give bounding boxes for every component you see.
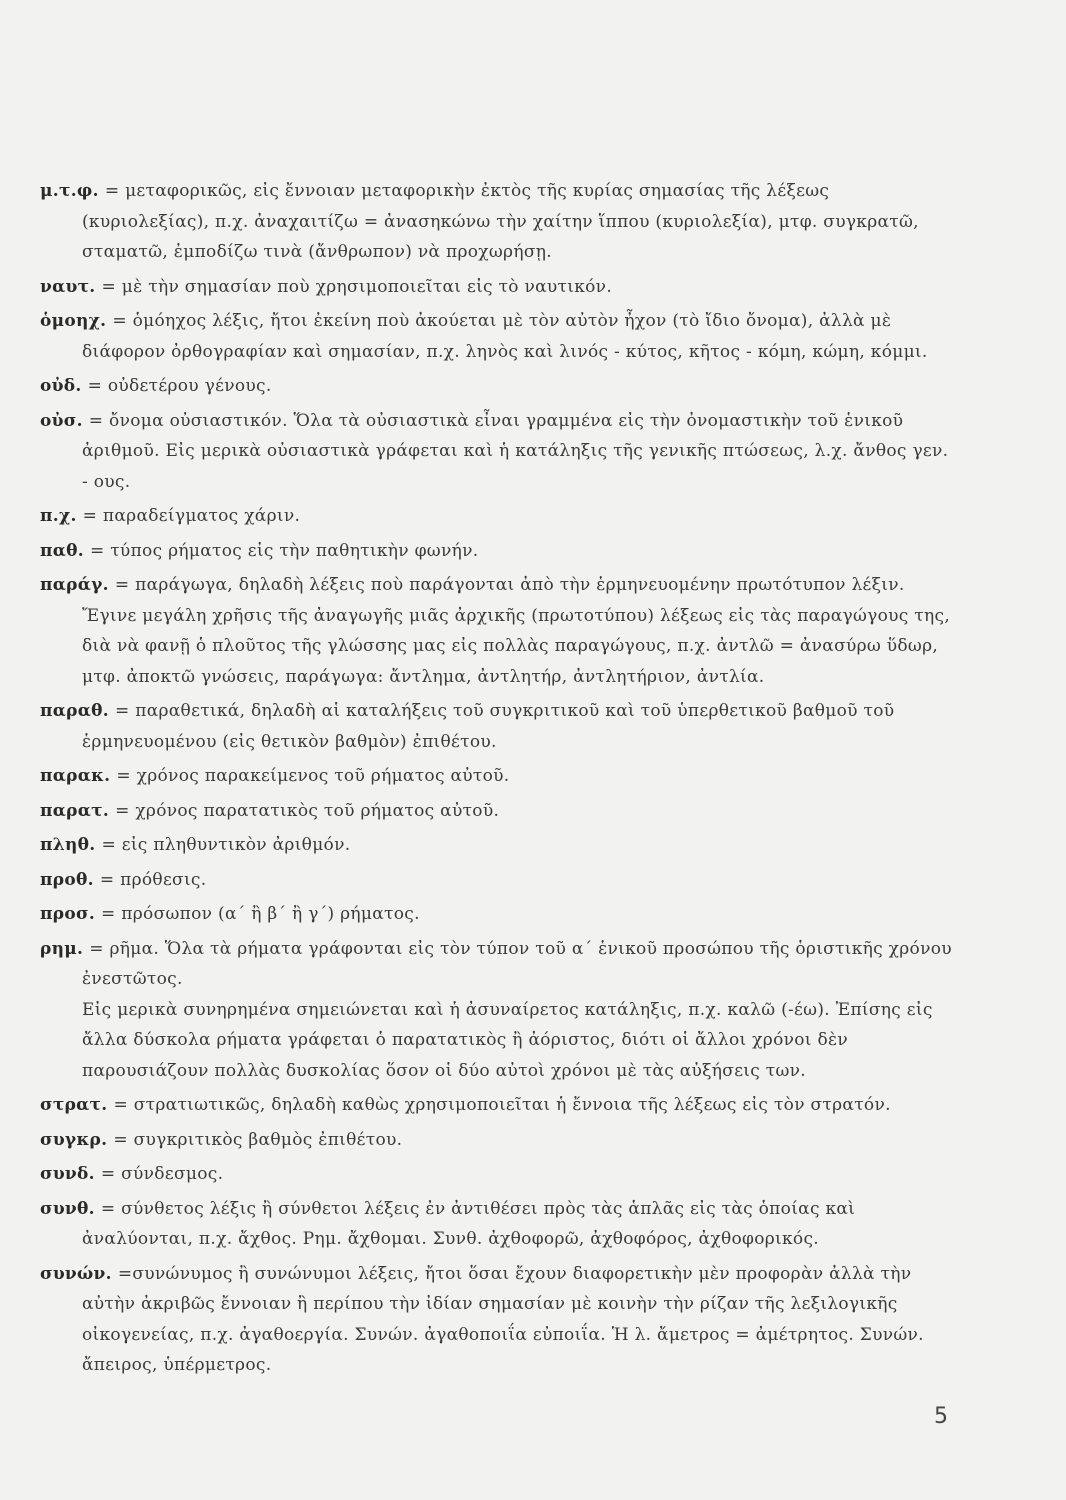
entry-abbr: οὐδ. [40,376,82,396]
entry-metafora [40,176,955,268]
entry-abbr: συνών. [40,1263,112,1284]
entry-text: = οὐδετέρου γένους. [87,376,272,396]
entry-text: = ρῆμα. Ὅλα τὰ ρήματα γράφονται εἰς τὸν τύπον τοῦ α΄ ἑνικοῦ προσώπου τῆς ὁριστικῆς χρόνου ἐνεστῶτος. [82,938,952,989]
entry-example [40,501,955,532]
entry-text: = συγκριτικὸς βαθμὸς ἐπιθέτου. [113,1129,403,1150]
entry-conjunction [40,1159,955,1190]
entry-abbr: στρατ. [40,1095,108,1115]
entry-synonym [40,1259,955,1381]
entry-comparative [40,1125,955,1156]
entry-text: = σύνθετος λέξις ἢ σύνθετοι λέξεις ἐν ἀντιθέσει πρὸς τὰς ἁπλᾶς εἰς τὰς ὁποίας καὶ ἀναλύονται, π.χ. ἄχθος. Ρημ. ἄχθομαι. Συνθ. ἀχθοφορῶ, ἀχθοφόρος, ἀχθοφορικός. [82,1198,856,1249]
entry-text: = παράγωγα, δηλαδὴ λέξεις ποὺ παράγονται ἀπὸ τὴν ἑρμηνευομένην πρωτότυπον λέξιν. Ἔγινε μεγάλη χρῆσις τῆς ἀναγωγῆς μιᾶς ἀρχικῆς (πρωτοτύπου) λέξεως εἰς τὰς παραγώγους της, διὰ νὰ φανῇ ὁ πλοῦτος τῆς γλώσσης μας εἰς πολλὰς παραγώγους, π.χ. ἀντλῶ = ἀνασύρω ὕδωρ, μτφ. ἀποκτῶ γνώσεις, παράγωγα: ἄντλημα, ἀντλητήρ, ἀντλητήριον, ἀντλία. [82,575,951,687]
entry-abbr: συγκρ. [40,1129,108,1150]
entry-abbr: μ.τ.φ. [40,181,99,201]
entry-text: = στρατιωτικῶς, δηλαδὴ καθὼς χρησιμοποιεῖται ἡ ἔννοια τῆς λέξεως εἰς τὸν στρατόν. [113,1095,891,1115]
entry-imperfect [40,796,955,827]
entry-text: =συνώνυμος ἢ συνώνυμοι λέξεις, ἤτοι ὅσαι ἔχουν διαφορετικὴν μὲν προφορὰν ἀλλὰ τὴν αὐτὴν ἀκριβῶς ἔννοιαν ἢ περίπου τὴν ἰδίαν σημασίαν μὲ κοινὴν τὴν ρίζαν τῆς λεξιλογικῆς οἰκογενείας, π.χ. ἀγαθοεργία. Συνών. ἀγαθοποιΐα εὐποιΐα. Ἡ λ. ἄμετρος = ἀμέτρητος. Συνών. ἄπειρος, ὑπέρμετρος. [82,1263,924,1375]
entry-noun [40,406,955,498]
entry-abbr: ρημ. [40,938,84,959]
entry-nautical [40,272,955,303]
entry-text: = μὲ τὴν σημασίαν ποὺ χρησιμοποιεῖται εἰς τὸ ναυτικόν. [101,276,613,297]
entry-verb [40,934,955,1087]
entry-military [40,1090,955,1121]
entry-text: = πρόθεσις. [99,869,207,890]
entry-preposition [40,865,955,896]
entry-abbr: ναυτ. [40,276,96,297]
entry-text: = χρόνος παρατατικὸς τοῦ ρήματος αὐτοῦ. [115,800,500,821]
entry-abbr: πληθ. [40,835,96,855]
entry-perfect [40,761,955,792]
entry-text: = παραθετικά, δηλαδὴ αἱ καταλήξεις τοῦ συγκριτικοῦ καὶ τοῦ ὑπερθετικοῦ βαθμοῦ τοῦ ἑρμηνευομένου (εἰς θετικὸν βαθμὸν) ἐπιθέτου. [82,701,895,752]
entry-abbr: παραθ. [40,701,109,721]
page-number: 5 [934,1404,948,1429]
entry-compound [40,1194,955,1255]
entry-text: = χρόνος παρακείμενος τοῦ ρήματος αὐτοῦ. [116,766,510,786]
entry-text: = μεταφορικῶς, εἰς ἔννοιαν μεταφορικὴν ἐκτὸς τῆς κυρίας σημασίας τῆς λέξεως (κυριολεξίας), π.χ. ἀναχαιτίζω = ἀνασηκώνω τὴν χαίτην ἵππου (κυριολεξία), μτφ. συγκρατῶ, σταματῶ, ἐμποδίζω τινὰ (ἄνθρωπον) νὰ προχωρήσῃ. [82,181,919,262]
entry-abbr: προθ. [40,869,94,890]
entry-abbr: οὐσ. [40,410,83,431]
entry-abbr: προσ. [40,904,96,924]
entry-abbr: π.χ. [40,506,77,526]
entry-abbr: παράγ. [40,575,109,595]
entry-person [40,899,955,930]
entry-abbr: ὁμοηχ. [40,311,107,331]
entry-passive [40,536,955,567]
entry-abbr: παρακ. [40,766,111,786]
entry-degrees [40,696,955,757]
entry-text: = ὁμόηχος λέξις, ἤτοι ἐκείνη ποὺ ἀκούεται μὲ τὸν αὐτὸν ἦχον (τὸ ἴδιο ὄνομα), ἀλλὰ μὲ διάφορον ὀρθογραφίαν καὶ σημασίαν, π.χ. ληνὸς καὶ λινός - κύτος, κῆτος - κόμη, κώμη, κόμμι. [82,311,928,362]
entry-abbr: συνθ. [40,1198,95,1219]
entry-text: = τύπος ρήματος εἰς τὴν παθητικὴν φωνήν. [89,540,479,561]
entry-text: = ὄνομα οὐσιαστικόν. Ὅλα τὰ οὐσιαστικὰ εἶναι γραμμένα εἰς τὴν ὀνομαστικὴν τοῦ ἑνικοῦ ἀριθμοῦ. Εἰς μερικὰ οὐσιαστικὰ γράφεται καὶ ἡ κατάληξις τῆς γενικῆς πτώσεως, λ.χ. ἄνθος γεν. - ους. [82,410,949,492]
entry-homophone [40,306,955,367]
entry-plural [40,830,955,861]
entry-abbr: παθ. [40,540,84,561]
entry-abbr: συνδ. [40,1164,95,1184]
entry-text: = πρόσωπον (α΄ ἢ β΄ ἢ γ΄) ρήματος. [101,904,420,924]
entry-derivatives [40,570,955,692]
entry-neuter [40,371,955,402]
entry-text-continued: Εἰς μερικὰ συνηρημένα σημειώνεται καὶ ἡ ἀσυναίρετος κατάληξις, π.χ. καλῶ (-έω). Ἐπίσης εἰς ἄλλα δύσκολα ρήματα γράφεται ὁ παρατατικὸς ἢ ἀόριστος, διότι οἱ ἄλλοι χρόνοι δὲν παρουσιάζουν πολλὰς δυσκολίας ὅσον οἱ δύο αὐτοὶ χρόνοι μὲ τὰς αὐξήσεις των. [82,999,933,1081]
entry-text: = παραδείγματος χάριν. [82,506,301,526]
entry-abbr: παρατ. [40,800,110,821]
entry-text: = σύνδεσμος. [100,1164,224,1184]
entry-text: = εἰς πληθυντικὸν ἀριθμόν. [101,835,351,855]
abbreviations-list [40,176,955,1385]
